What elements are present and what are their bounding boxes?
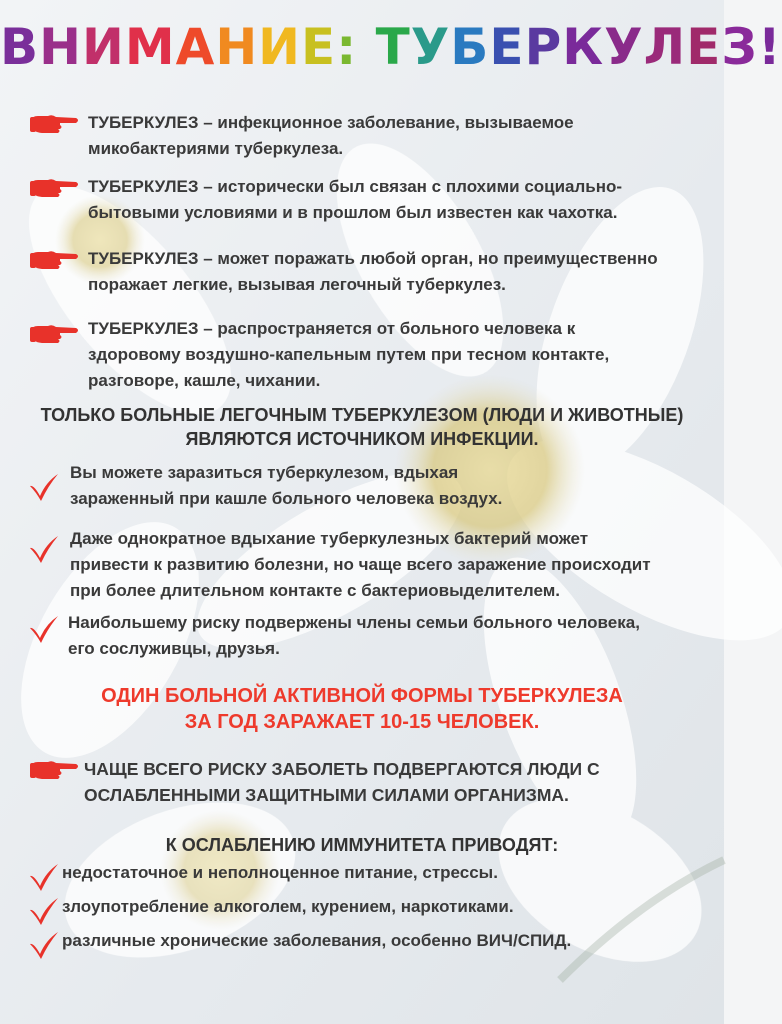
fact-text-line: разговоре, кашле, чихании.: [88, 371, 321, 390]
risk-text-line: при более длительном контакте с бактериовыделителем.: [70, 581, 561, 600]
risk-text-line: Наибольшему риску подвержены члены семьи больного человека,: [68, 613, 640, 632]
risk-text-line: привести к развитию болезни, но чаще всего заражение происходит: [70, 555, 651, 574]
pointing-hand-icon: [30, 758, 80, 782]
fact-text-line: ТУБЕРКУЛЕЗ – инфекционное заболевание, вызываемое: [88, 113, 574, 132]
weak-group-text-line: ЧАЩЕ ВСЕГО РИСКУ ЗАБОЛЕТЬ ПОДВЕРГАЮТСЯ ЛЮДИ С: [84, 759, 600, 779]
fact-text-line: ТУБЕРКУЛЕЗ – может поражать любой орган, но преимущественно: [88, 249, 658, 268]
page-title: [0, 18, 782, 76]
risk-text-line: Даже однократное вдыхание туберкулезных бактерий может: [70, 529, 589, 548]
risk-text-line: зараженный при кашле больного человека воздух.: [70, 489, 503, 508]
fact-text-line: бытовыми условиями и в прошлом был известен как чахотка.: [88, 203, 618, 222]
title-letter: !: [757, 18, 782, 76]
fact-text-line: ТУБЕРКУЛЕЗ – распространяется от больного человека к: [88, 319, 576, 338]
fact-text-line: здоровому воздушно-капельным путем при тесном контакте,: [88, 345, 610, 364]
title-letter: Б: [450, 18, 490, 76]
risk-text-line: его сослуживцы, друзья.: [68, 639, 280, 658]
source-heading-line: ЯВЛЯЮТСЯ ИСТОЧНИКОМ ИНФЕКЦИИ.: [185, 429, 539, 449]
title-letter: Е: [686, 18, 722, 76]
title-letter: А: [175, 18, 216, 76]
checkmark-icon: [28, 896, 60, 926]
checkmark-icon: [28, 614, 60, 644]
title-letter: Р: [524, 18, 563, 76]
source-heading-line: ТОЛЬКО БОЛЬНЫЕ ЛЕГОЧНЫМ ТУБЕРКУЛЕЗОМ (ЛЮДИ И ЖИВОТНЫЕ): [40, 405, 684, 425]
title-letter: В: [0, 18, 40, 76]
checkmark-icon: [28, 930, 60, 960]
immunity-cause-text: различные хронические заболевания, особенно ВИЧ/СПИД.: [62, 931, 572, 950]
title-letter: У: [604, 18, 644, 76]
checkmark-icon: [28, 862, 60, 892]
title-letter: Т: [375, 18, 411, 76]
checkmark-icon: [28, 472, 60, 502]
immunity-cause-text: злоупотребление алкоголем, курением, наркотиками.: [62, 897, 514, 916]
title-letter: К: [562, 18, 605, 76]
immunity-heading: К ОСЛАБЛЕНИЮ ИММУНИТЕТА ПРИВОДЯТ:: [165, 835, 559, 855]
title-letter: Е: [301, 18, 337, 76]
title-letter: Е: [489, 18, 525, 76]
title-letter: Н: [215, 18, 259, 76]
pointing-hand-icon: [30, 322, 80, 346]
title-letter: М: [124, 18, 176, 76]
title-letter: [357, 18, 375, 76]
title-letter: З: [721, 18, 758, 76]
weak-group-text-line: ОСЛАБЛЕННЫМИ ЗАЩИТНЫМИ СИЛАМИ ОРГАНИЗМА.: [84, 785, 569, 805]
title-letter: У: [410, 18, 451, 76]
title-letter: :: [336, 18, 358, 76]
title-letter: Н: [39, 18, 82, 76]
infection-rate-heading-line: ЗА ГОД ЗАРАЖАЕТ 10-15 ЧЕЛОВЕК.: [184, 711, 540, 733]
fact-text-line: ТУБЕРКУЛЕЗ – исторически был связан с плохими социально-: [88, 177, 623, 196]
risk-text-line: Вы можете заразиться туберкулезом, вдыхая: [70, 463, 459, 482]
title-letter: И: [258, 18, 302, 76]
checkmark-icon: [28, 534, 60, 564]
fact-text-line: микобактериями туберкулеза.: [88, 139, 344, 158]
pointing-hand-icon: [30, 176, 80, 200]
immunity-cause-text: недостаточное и неполноценное питание, стрессы.: [62, 863, 498, 882]
pointing-hand-icon: [30, 112, 80, 136]
title-letter: И: [81, 18, 125, 76]
infection-rate-heading-line: ОДИН БОЛЬНОЙ АКТИВНОЙ ФОРМЫ ТУБЕРКУЛЕЗА: [101, 685, 623, 707]
pointing-hand-icon: [30, 248, 80, 272]
fact-text-line: поражает легкие, вызывая легочный туберкулез.: [88, 275, 506, 294]
title-letter: Л: [643, 18, 687, 76]
